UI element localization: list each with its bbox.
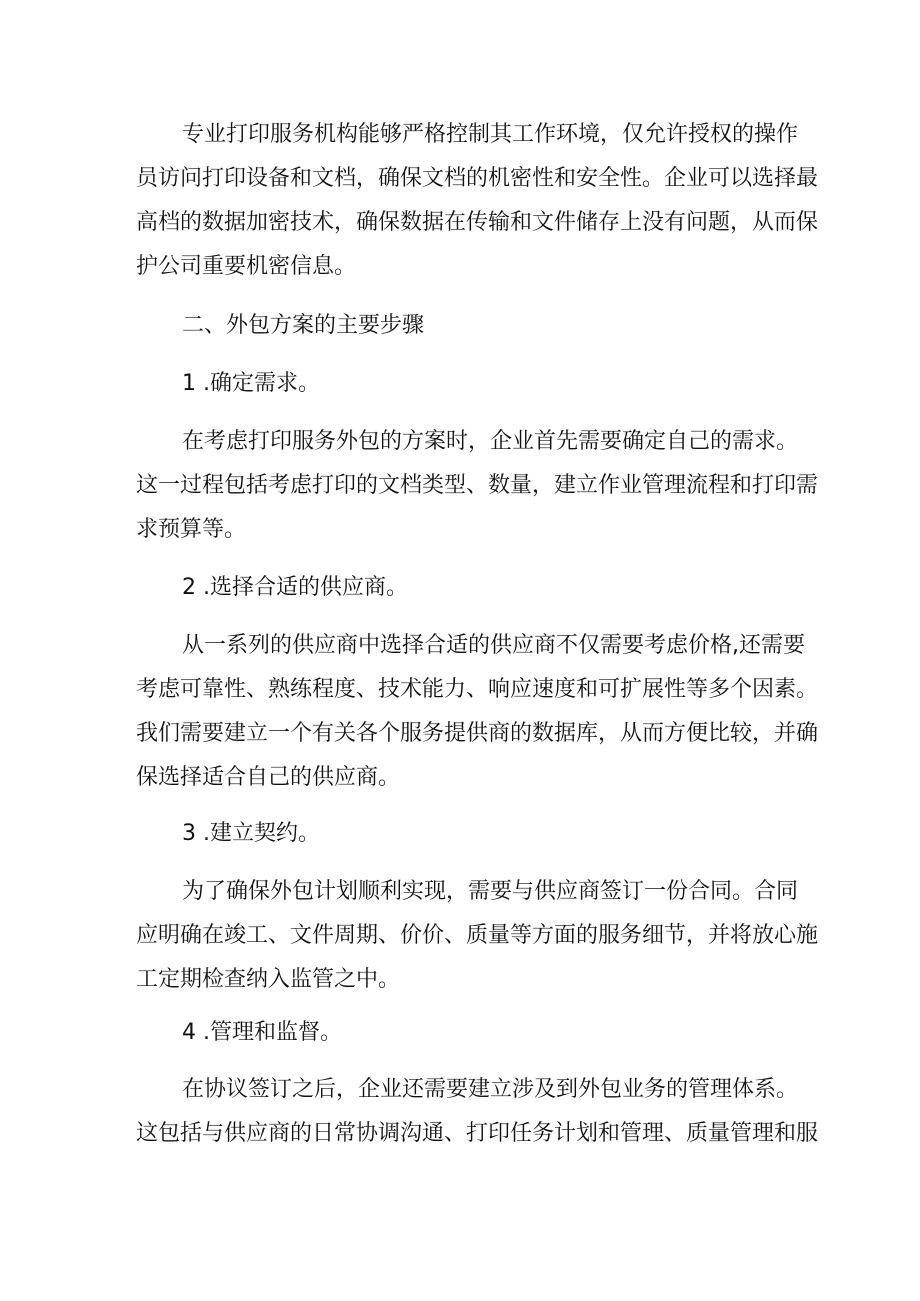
paragraph-line: 考虑可靠性、熟练程度、技术能力、响应速度和可扩展性等多个因素。 bbox=[136, 677, 819, 702]
paragraph-line: 员访问打印设备和文档，确保文档的机密性和安全性。企业可以选择最 bbox=[136, 166, 819, 191]
paragraph-line: 高档的数据加密技术，确保数据在传输和文件储存上没有问题，从而保 bbox=[136, 210, 819, 235]
step-heading-text: 3 .建立契约。 bbox=[182, 821, 320, 846]
paragraph-line: 这一过程包括考虑打印的文档类型、数量，建立作业管理流程和打印需 bbox=[136, 473, 819, 498]
paragraph-line: 在考虑打印服务外包的方案时，企业首先需要确定自己的需求。 bbox=[182, 429, 799, 454]
paragraph-line: 应明确在竣工、文件周期、价价、质量等方面的服务细节，并将放心施 bbox=[136, 923, 819, 948]
step-heading-4 bbox=[136, 1011, 796, 1055]
paragraph-line: 专业打印服务机构能够严格控制其工作环境，仅允许授权的操作 bbox=[182, 122, 799, 147]
step-heading-1 bbox=[136, 362, 796, 406]
paragraph-print-security bbox=[136, 113, 819, 289]
paragraph-line: 护公司重要机密信息。 bbox=[136, 254, 357, 279]
section-heading-text: 二、外包方案的主要步骤 bbox=[182, 313, 425, 338]
paragraph-line: 保选择适合自己的供应商。 bbox=[136, 765, 401, 790]
paragraph-line: 求预算等。 bbox=[136, 517, 247, 542]
paragraph-management bbox=[136, 1068, 819, 1156]
paragraph-line: 从一系列的供应商中选择合适的供应商不仅需要考虑价格,还需要 bbox=[182, 633, 805, 658]
section-heading bbox=[136, 304, 796, 348]
paragraph-determine-needs bbox=[136, 420, 819, 552]
paragraph-line: 为了确保外包计划顺利实现，需要与供应商签订一份合同。合同 bbox=[182, 879, 799, 904]
paragraph-line: 在协议签订之后，企业还需要建立涉及到外包业务的管理体系。 bbox=[182, 1077, 799, 1102]
step-heading-text: 2 .选择合适的供应商。 bbox=[182, 575, 408, 600]
step-heading-2 bbox=[136, 566, 796, 610]
step-heading-text: 1 .确定需求。 bbox=[182, 371, 320, 396]
paragraph-select-supplier bbox=[136, 624, 819, 800]
paragraph-line: 工定期检查纳入监管之中。 bbox=[136, 967, 401, 992]
paragraph-line: 这包括与供应商的日常协调沟通、打印任务计划和管理、质量管理和服 bbox=[136, 1121, 819, 1146]
paragraph-line: 我们需要建立一个有关各个服务提供商的数据库，从而方便比较，并确 bbox=[136, 721, 819, 746]
step-heading-3 bbox=[136, 812, 796, 856]
step-heading-text: 4 .管理和监督。 bbox=[182, 1020, 342, 1045]
paragraph-contract bbox=[136, 870, 819, 1002]
